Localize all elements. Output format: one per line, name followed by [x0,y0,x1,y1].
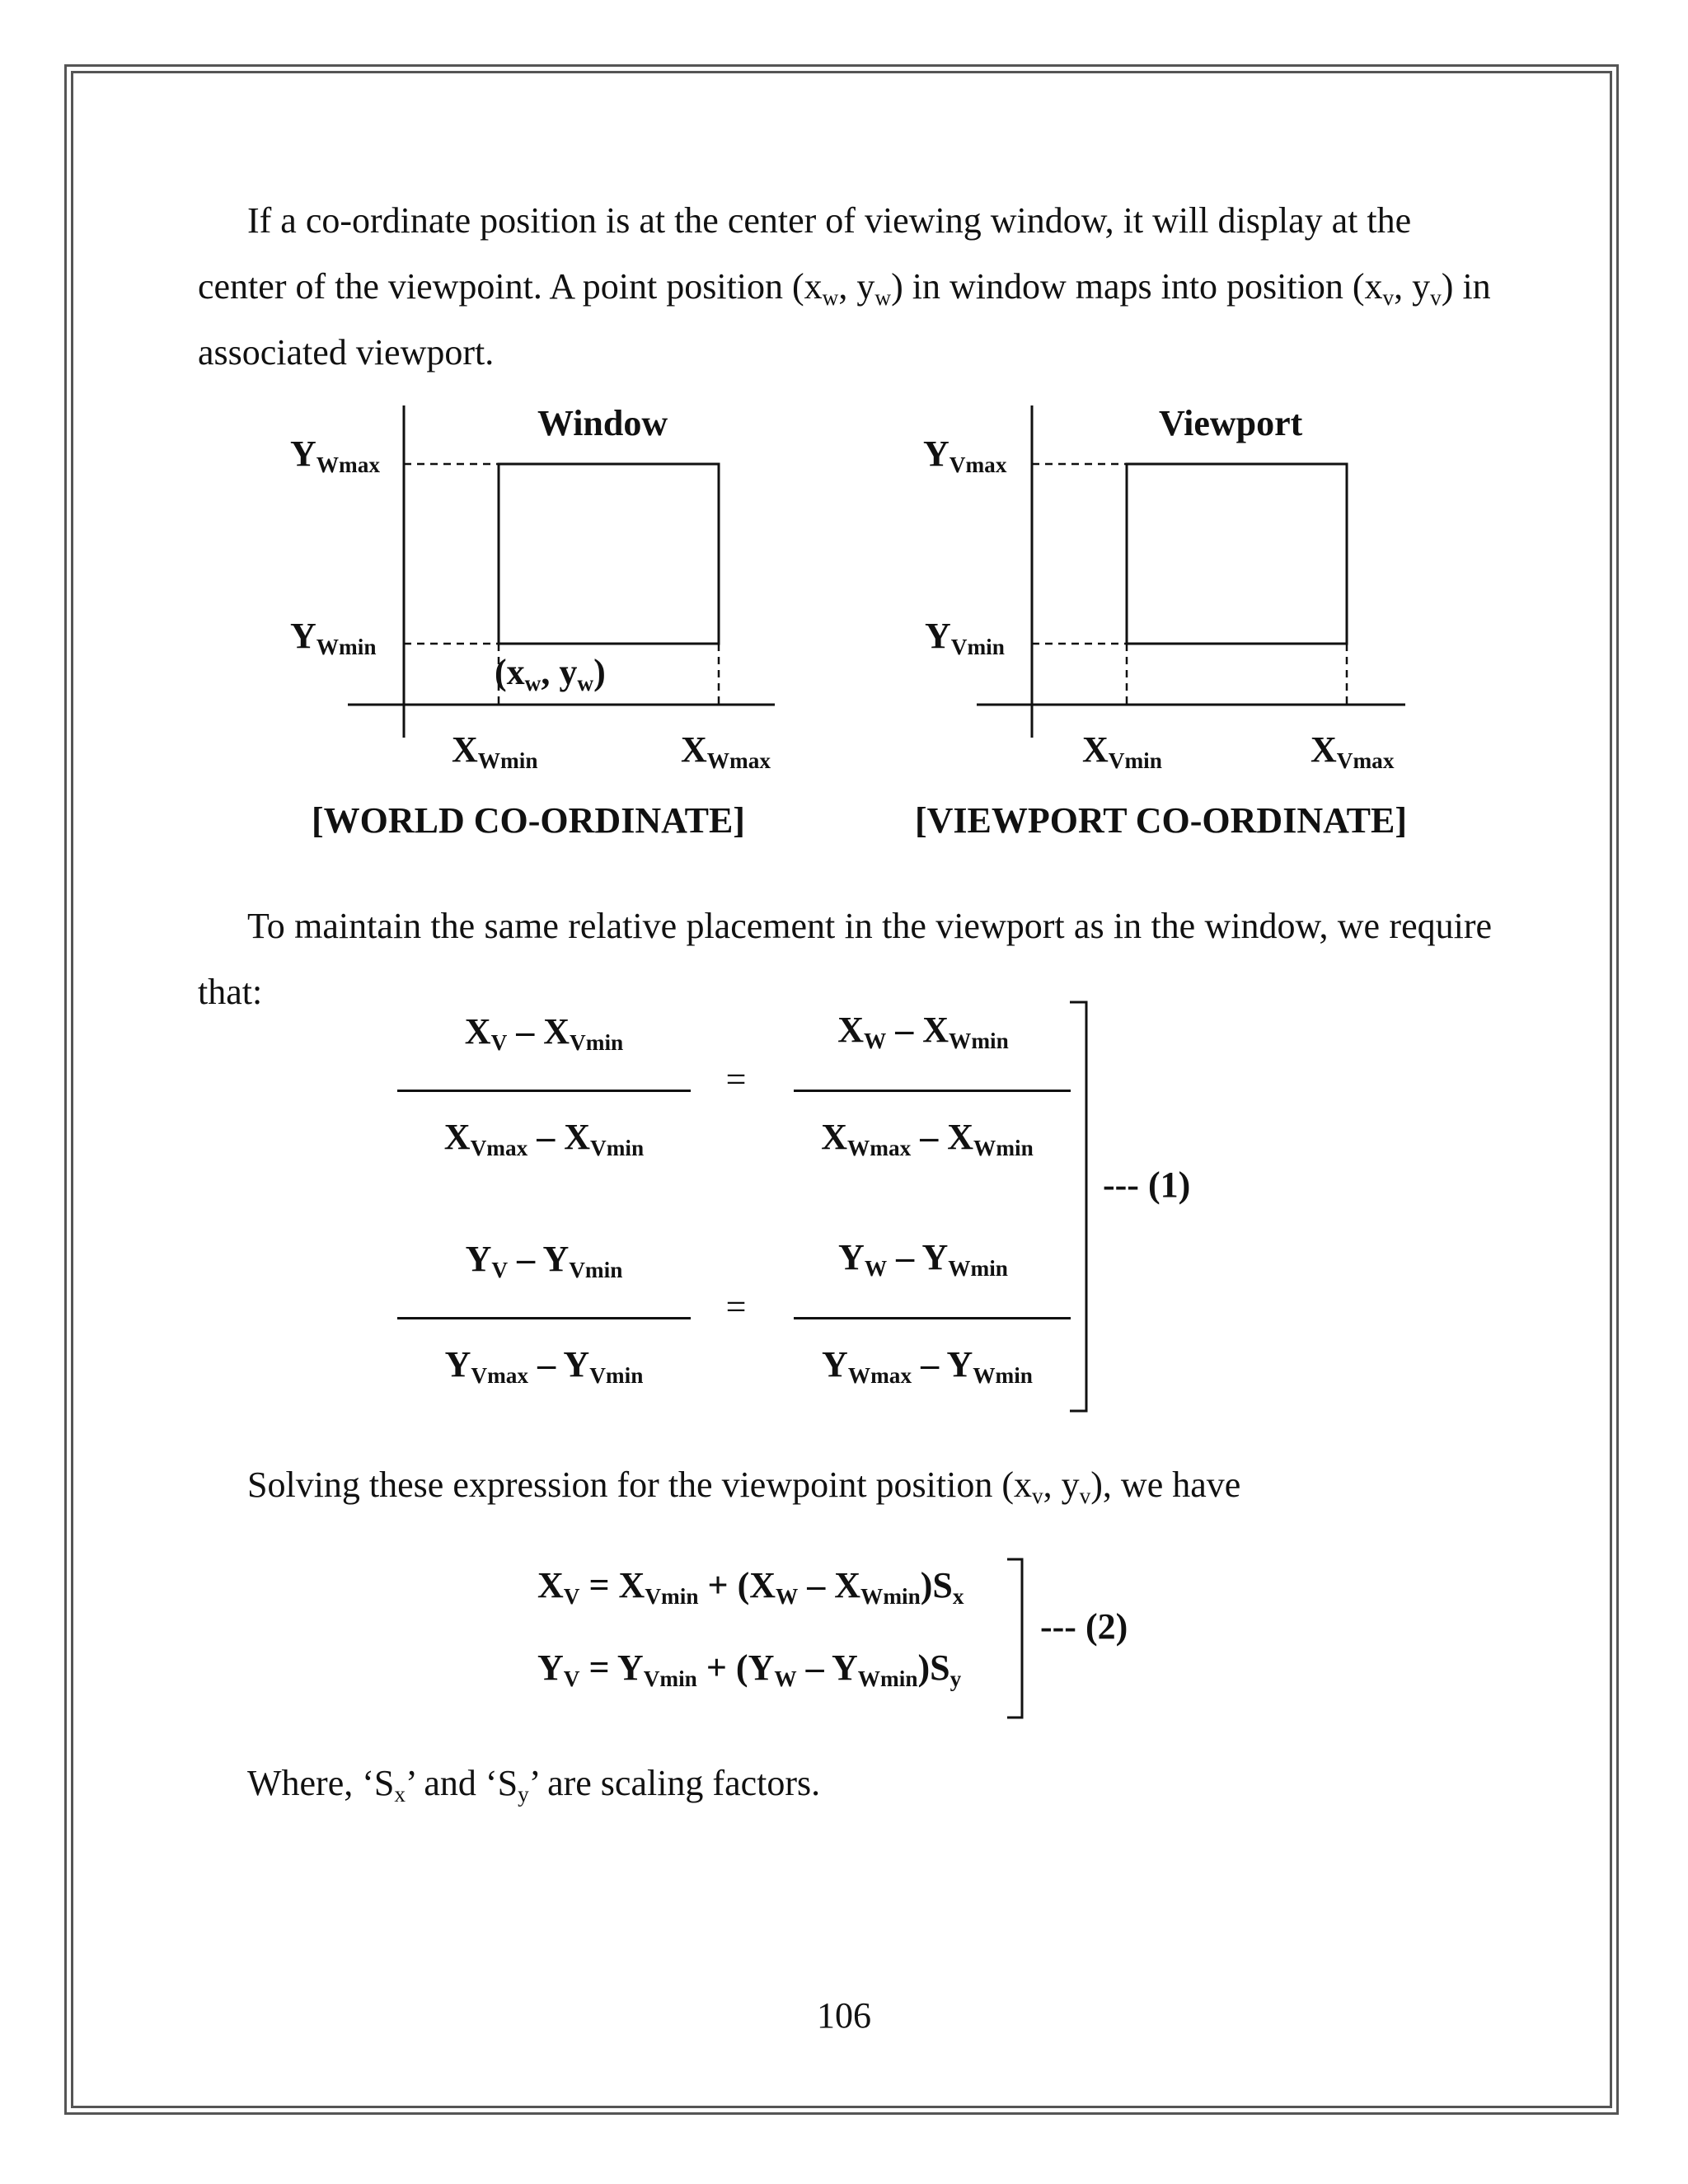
eq2-label: --- (2) [1040,1606,1128,1647]
viewport-coordinate-caption: [VIEWPORT CO-ORDINATE] [915,800,1407,841]
window-title: Window [537,403,668,443]
eq1-x-left-denominator: $X_{Vmax} - X_{Vmin}$ [443,1117,645,1161]
eq1-x-right-denominator: $X_{Wmax} - X_{Wmin}$ [821,1117,1034,1161]
world-coordinate-caption: [WORLD CO-ORDINATE] [312,800,745,841]
viewport-xmin-label: $X_{Vmin}$ [1082,729,1162,774]
paragraph-scaling: Where, ‘$S_x$’ and ‘$S_y$’ are scaling factors. [247,1763,821,1807]
window-ymax-label: $Y_{Wmax}$ [290,434,381,478]
eq1-x-left-numerator: $X_V - X_{Vmin}$ [464,1011,624,1056]
window-xmin-label: $X_{Wmin}$ [452,729,538,774]
eq1-y-right-numerator: $Y_W - Y_{Wmin}$ [838,1237,1008,1282]
eq1-x-equals: = [725,1059,747,1099]
eq1-y-right-denominator: $Y_{Wmax} - Y_{Wmin}$ [822,1344,1033,1389]
eq1-y-left-numerator: $Y_V - Y_{Vmin}$ [465,1239,623,1283]
viewport-ymax-label: $Y_{Vmax}$ [923,434,1007,478]
page-number: 106 [817,1995,871,2036]
viewport-title: Viewport [1159,403,1303,443]
window-point-label: ($x_w$, $y_w$) [495,652,606,696]
paragraph-solving: Solving these expression for the viewpoint position ($x_v$, $y_v$), we have [247,1465,1241,1509]
viewport-xmax-label: $X_{Vmax}$ [1311,729,1395,774]
eq1-y-equals: = [725,1286,747,1327]
eq1-y-left-denominator: $Y_{Vmax} - Y_{Vmin}$ [444,1344,644,1389]
eq1-x-right-numerator: $X_W - X_{Wmin}$ [837,1010,1009,1054]
paragraph-intro: If a co-ordinate position is at the center of viewing window, it will display at the center of the viewpoint. A point position ($x_w$, $y_w$) in window maps into position ($x_v$, $y_v$) in associated viewport. [198,200,1491,373]
window-xmax-label: $X_{Wmax}$ [681,729,771,774]
eq1-label: --- (1) [1103,1165,1191,1205]
paragraph-placement: To maintain the same relative placement in the viewport as in the window, we require that: [198,906,1492,1012]
window-ymin-label: $Y_{Wmin}$ [290,616,377,660]
eq2-line-y: $Y_V = Y_{Vmin} + (Y_W - Y_{Wmin})S_y$ [537,1647,962,1692]
viewport-ymin-label: $Y_{Vmin}$ [925,616,1005,660]
eq2-line-x: $X_V = X_{Vmin} + (X_W - X_{Wmin})S_x$ [537,1565,964,1610]
